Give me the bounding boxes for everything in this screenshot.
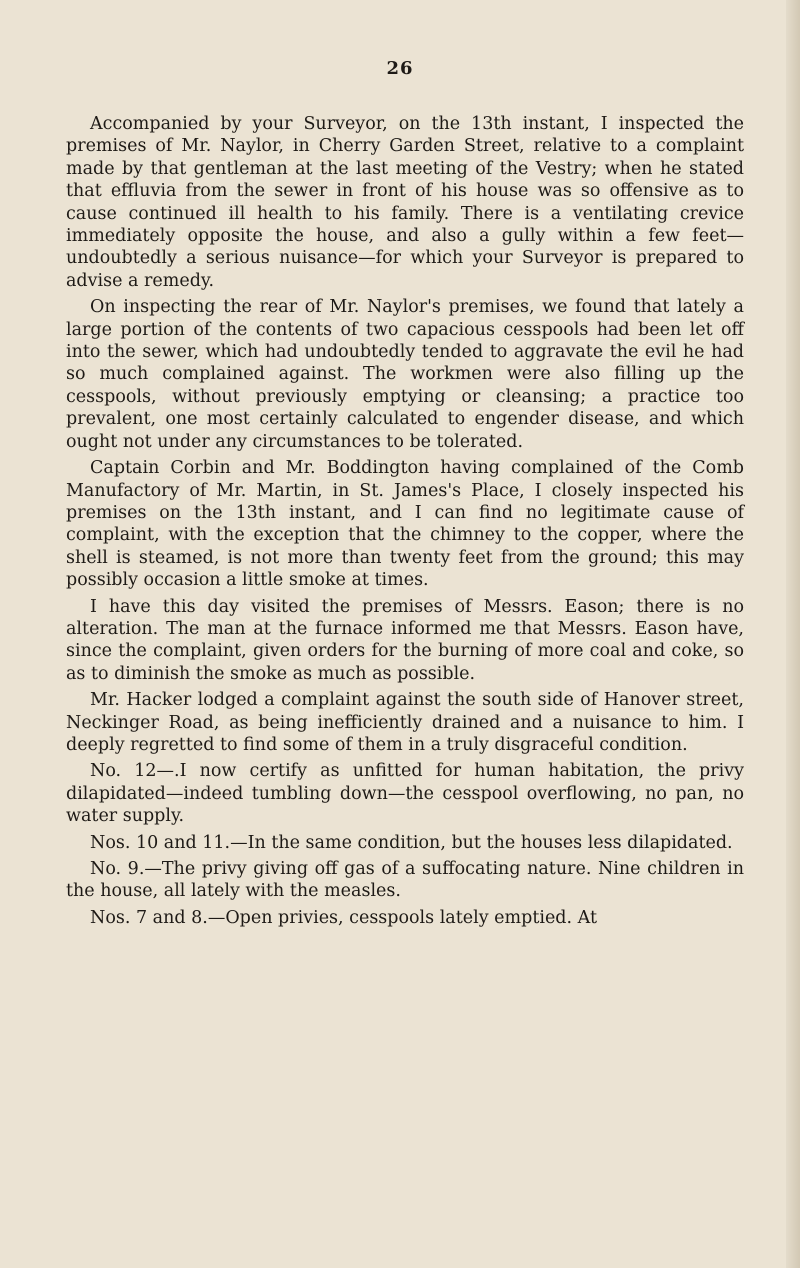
paragraph-no-9: No. 9.—The privy giving off gas of a suffocating nature. Nine children in the house, all lately with the measles. xyxy=(66,859,744,902)
page-number: 26 xyxy=(386,58,414,79)
paragraph-nos-10-11: Nos. 10 and 11.—In the same condition, but the houses less dilapidated. xyxy=(90,832,733,853)
paragraph-messrs-eason: I have this day visited the premises of Messrs. Eason; there is no alteration. The man at the furnace informed me that Messrs. Eason have, since the complaint, given orders for the burning of more coal and coke, so as to diminish the smoke as much as possible. xyxy=(66,596,744,684)
paragraph-nos-7-8: Nos. 7 and 8.—Open privies, cesspools lately emptied. At xyxy=(90,907,597,928)
paragraph-naylor-complaint: Accompanied by your Surveyor, on the 13th instant, I inspected the premises of Mr. Naylor, in Cherry Garden Street, relative to a complaint made by that gentleman at the last meeting of the Vestry; when he stated that effluvia from the sewer in front of his house was so offensive as to cause continued ill health to his family. There is a ventilating crevice immediately opposite the house, and also a gully within a few feet—undoubtedly a serious nuisance—for which your Surveyor is prepared to advise a remedy. xyxy=(66,114,744,291)
paragraph-hanover-street: Mr. Hacker lodged a complaint against the south side of Hanover street, Neckinger Road, as being inefficiently drained and a nuisance to him. I deeply regretted to find some of them in a truly disgraceful condition. xyxy=(66,690,744,755)
paragraph-naylor-cesspools: On inspecting the rear of Mr. Naylor's premises, we found that lately a large portion of the contents of two capacious cesspools had been let off into the sewer, which had undoubtedly tended to aggravate the evil he had so much complained against. The workmen were also filling up the cesspools, without previously emptying or cleansing; a practice too prevalent, one most certainly calculated to engender disease, and which ought not under any circumstances to be tolerated. xyxy=(66,297,744,452)
paragraph-no-12: No. 12—.I now certify as unfitted for human habitation, the privy dilapidated—indeed tumbling down—the cesspool overflowing, no pan, no water supply. xyxy=(66,761,744,827)
page-edge-shadow xyxy=(786,0,800,1268)
paragraph-comb-manufactory: Captain Corbin and Mr. Boddington having complained of the Comb Manufactory of Mr. Martin, in St. James's Place, I closely inspected his premises on the 13th instant, and I can find no legitimate cause of complaint, with the exception that the chimney to the copper, where the shell is steamed, is not more than twenty feet from the ground; this may possibly occasion a little smoke at times. xyxy=(66,458,744,591)
report-body xyxy=(66,113,744,933)
